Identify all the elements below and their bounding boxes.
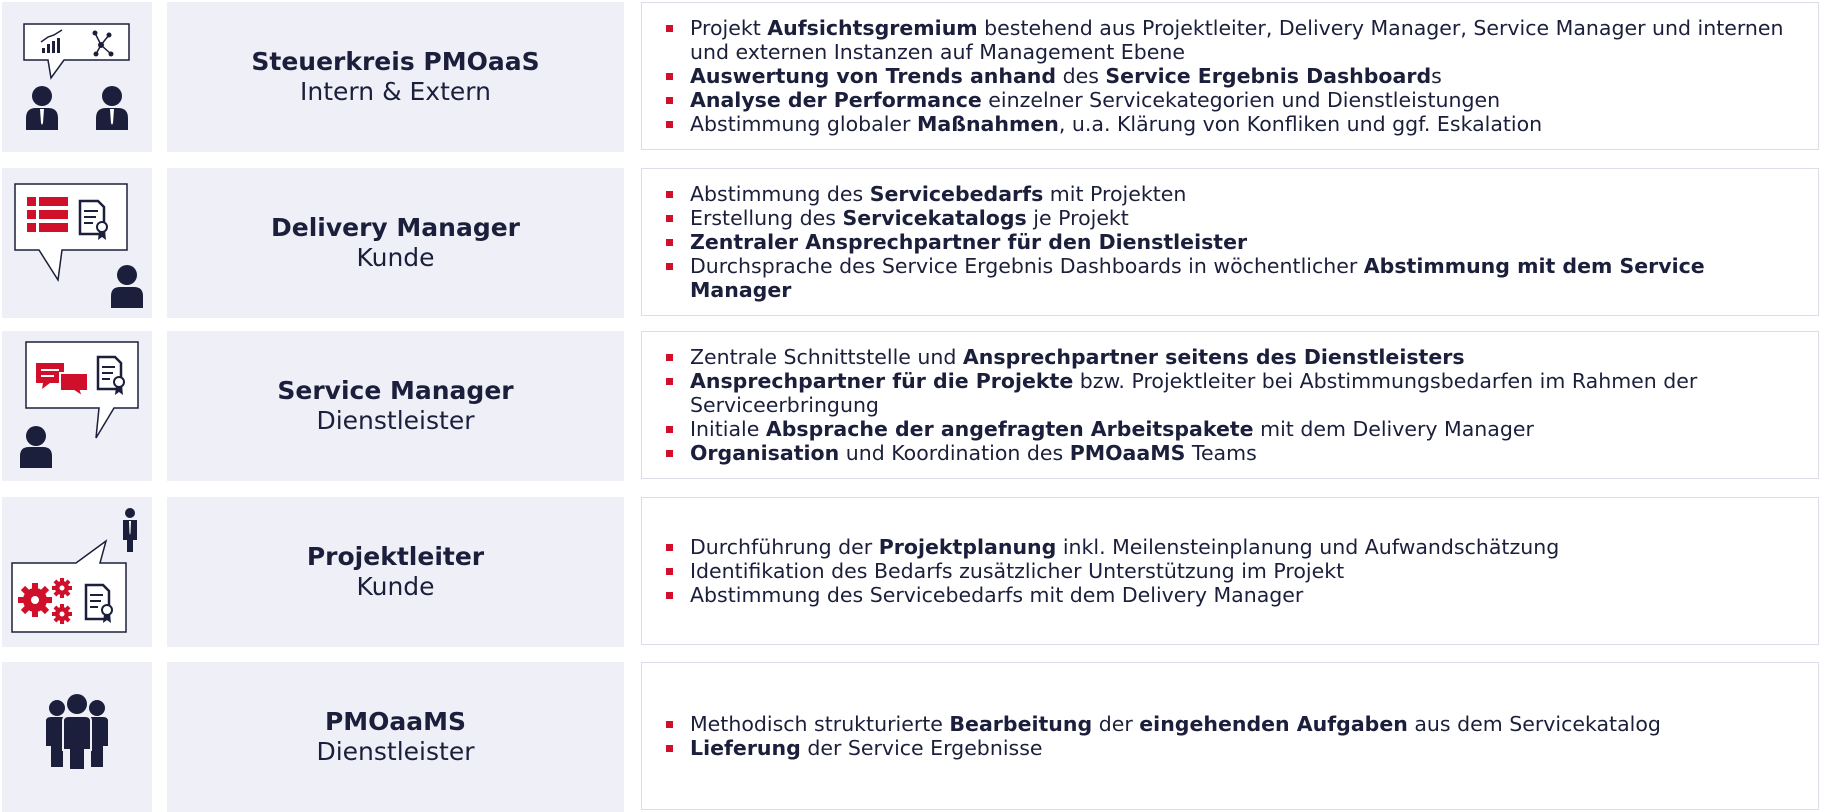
- bullet-text: der: [1092, 712, 1140, 736]
- bullet-item: [690, 64, 1818, 88]
- bullet-item: [690, 182, 1818, 206]
- role-row: [0, 497, 1825, 647]
- team-icon: [2, 662, 152, 812]
- bullet-text-bold: Ansprechpartner für die Projekte: [690, 369, 1074, 393]
- role-row: [0, 331, 1825, 481]
- role-subtitle: Kunde: [356, 243, 435, 272]
- bullet-text: s: [1431, 64, 1442, 88]
- bullet-text-bold: Servicekatalogs: [842, 206, 1027, 230]
- role-subtitle: Kunde: [356, 572, 435, 601]
- bullet-text: bzw. Projektleiter bei Abstimmungsbedarfen im Rahmen der Serviceerbringung: [690, 369, 1698, 417]
- bullet-text: Identifikation des Bedarfs zusätzlicher Unterstützung im Projekt: [690, 559, 1345, 583]
- bullet-item: [690, 88, 1818, 112]
- role-title: Steuerkreis PMOaaS: [251, 47, 540, 76]
- bullet-item: [690, 441, 1818, 465]
- bullet-item: [690, 535, 1818, 559]
- role-row: [0, 168, 1825, 318]
- bullet-list: [642, 712, 1818, 760]
- role-subtitle: Dienstleister: [316, 737, 475, 766]
- delivery-manager-icon: [2, 168, 152, 318]
- bullet-text: Teams: [1185, 441, 1257, 465]
- icon-cell: [2, 168, 152, 318]
- icon-cell: [2, 662, 152, 812]
- role-cell: [167, 331, 624, 481]
- bullet-item: [690, 206, 1818, 230]
- bullet-text: mit dem Delivery Manager: [1253, 417, 1534, 441]
- bullet-text-bold: Maßnahmen: [916, 112, 1059, 136]
- role-cell: [167, 168, 624, 318]
- bullet-text-bold: Auswertung von Trends anhand: [690, 64, 1057, 88]
- bullet-text-bold: Bearbeitung: [949, 712, 1093, 736]
- bullet-text-bold: Analyse der Performance: [690, 88, 982, 112]
- bullet-text-bold: Servicebedarfs: [869, 182, 1044, 206]
- bullet-item: [690, 583, 1818, 607]
- bullet-text: aus dem Servicekatalog: [1407, 712, 1661, 736]
- role-cell: [167, 662, 624, 812]
- description-cell: [641, 662, 1819, 810]
- bullet-text: Initiale: [690, 417, 766, 441]
- bullet-text: Durchsprache des Service Ergebnis Dashboards in wöchentlicher: [690, 254, 1364, 278]
- bullet-text: Zentrale Schnittstelle und: [690, 345, 963, 369]
- bullet-text: Durchführung der: [690, 535, 879, 559]
- bullet-text-bold: PMOaaMS: [1069, 441, 1186, 465]
- service-manager-icon: [2, 331, 152, 481]
- icon-cell: [2, 497, 152, 647]
- bullet-item: [690, 559, 1818, 583]
- bullet-text: bestehend aus Projektleiter, Delivery Manager, Service Manager und internen und externen Instanzen auf Management Ebene: [690, 16, 1784, 64]
- bullet-text-bold: Organisation: [690, 441, 840, 465]
- bullet-text-bold: Projektplanung: [878, 535, 1057, 559]
- bullet-text: Projekt: [690, 16, 768, 40]
- bullet-item: [690, 712, 1818, 736]
- bullet-text-bold: Lieferung: [690, 736, 801, 760]
- role-subtitle: Intern & Extern: [300, 77, 491, 106]
- bullet-text-bold: Abstimmung mit dem Service Manager: [690, 254, 1705, 302]
- bullet-text: der Service Ergebnisse: [800, 736, 1043, 760]
- bullet-list: [642, 182, 1818, 302]
- bullet-text: und Koordination des: [839, 441, 1070, 465]
- bullet-text-bold: eingehenden Aufgaben: [1139, 712, 1408, 736]
- role-title: Service Manager: [277, 376, 514, 405]
- bullet-item: [690, 369, 1818, 417]
- bullet-list: [642, 16, 1818, 136]
- bullet-item: [690, 736, 1818, 760]
- bullet-item: [690, 254, 1818, 302]
- icon-cell: [2, 331, 152, 481]
- role-subtitle: Dienstleister: [316, 406, 475, 435]
- role-row: [0, 2, 1825, 152]
- bullet-item: [690, 230, 1818, 254]
- bullet-text-bold: Aufsichtsgremium: [767, 16, 978, 40]
- bullet-text: inkl. Meilensteinplanung und Aufwandschätzung: [1056, 535, 1560, 559]
- bullet-text: mit Projekten: [1043, 182, 1187, 206]
- bullet-text: , u.a. Klärung von Konfliken und ggf. Eskalation: [1058, 112, 1543, 136]
- bullet-list: [642, 535, 1818, 607]
- bullet-list: [642, 345, 1818, 465]
- icon-cell: [2, 2, 152, 152]
- steering-committee-icon: [2, 2, 152, 152]
- bullet-item: [690, 345, 1818, 369]
- description-cell: [641, 168, 1819, 316]
- bullet-text: Erstellung des: [690, 206, 843, 230]
- role-cell: [167, 497, 624, 647]
- bullet-item: [690, 16, 1818, 64]
- bullet-text-bold: Zentraler Ansprechpartner für den Dienstleister: [690, 230, 1248, 254]
- role-row: [0, 662, 1825, 812]
- bullet-text: Methodisch strukturierte: [690, 712, 950, 736]
- project-lead-icon: [2, 497, 152, 647]
- bullet-item: [690, 112, 1818, 136]
- bullet-item: [690, 417, 1818, 441]
- bullet-text-bold: Service Ergebnis Dashboard: [1105, 64, 1432, 88]
- description-cell: [641, 331, 1819, 479]
- role-title: Delivery Manager: [270, 213, 521, 242]
- bullet-text-bold: Ansprechpartner seitens des Dienstleisters: [962, 345, 1465, 369]
- description-cell: [641, 497, 1819, 645]
- description-cell: [641, 2, 1819, 150]
- role-title: PMOaaMS: [324, 707, 467, 736]
- role-title: Projektleiter: [306, 542, 485, 571]
- role-cell: [167, 2, 624, 152]
- bullet-text: Abstimmung des: [690, 182, 870, 206]
- bullet-text: je Projekt: [1026, 206, 1129, 230]
- bullet-text-bold: Absprache der angefragten Arbeitspakete: [765, 417, 1254, 441]
- bullet-text: Abstimmung globaler: [690, 112, 917, 136]
- bullet-text: des: [1056, 64, 1106, 88]
- bullet-text: einzelner Servicekategorien und Dienstleistungen: [981, 88, 1501, 112]
- bullet-text: Abstimmung des Servicebedarfs mit dem Delivery Manager: [690, 583, 1304, 607]
